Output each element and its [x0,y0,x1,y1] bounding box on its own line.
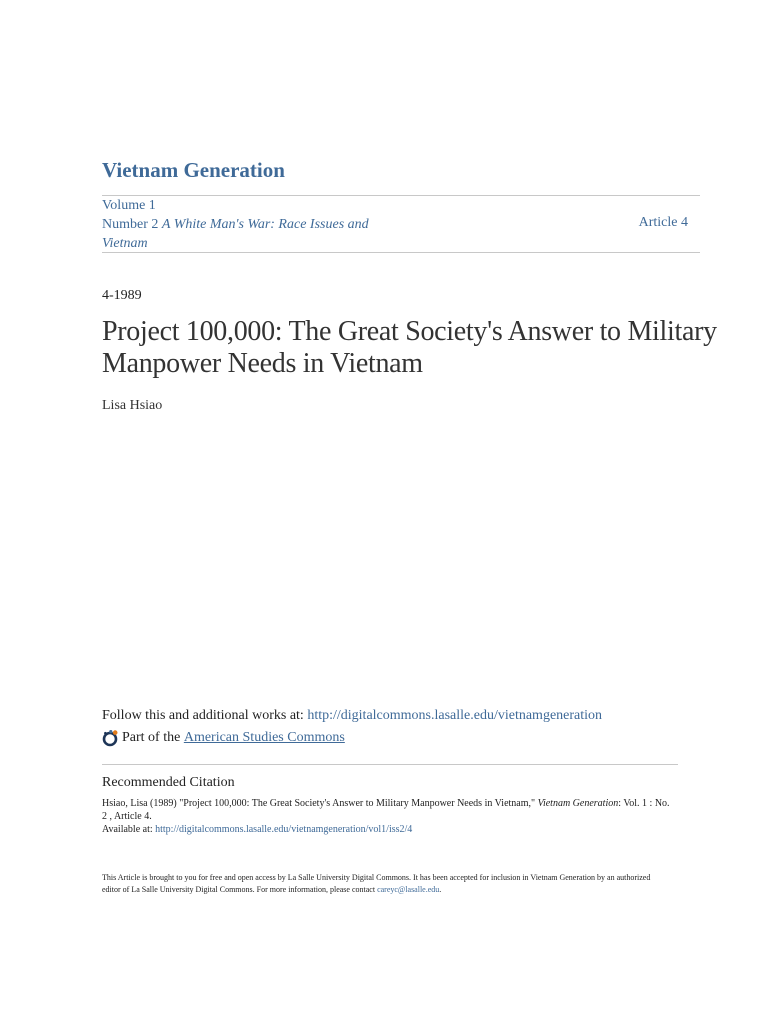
follow-line [102,708,602,724]
available-at-label: Available at: [102,824,156,835]
citation-rule [102,764,678,765]
part-of-text: Part of the [122,730,181,745]
number-link[interactable] [102,217,369,251]
volume-link[interactable]: Volume 1 [102,198,156,213]
author-name: Lisa Hsiao [102,398,163,413]
journal-title-link[interactable]: Vietnam Generation [102,158,285,182]
contact-email-link[interactable]: careyc@lasalle.edu [377,885,440,894]
citation-volume: : Vol. 1 : No. 2 , Article 4. [102,798,670,822]
number-prefix: Number 2 [102,217,159,232]
publication-date: 4-1989 [102,288,142,303]
article-number-link[interactable]: Article 4 [638,215,688,230]
footer-end: . [439,885,442,894]
recommended-citation-heading: Recommended Citation [102,775,235,790]
issue-title: A White Man's War: Race Issues and Vietnam [102,217,369,251]
volume-block [102,196,382,253]
american-studies-commons-link[interactable]: American Studies Commons [183,730,345,745]
follow-text: Follow this and additional works at: [102,708,308,723]
citation-body: Hsiao, Lisa (1989) "Project 100,000: The Great Society's Answer to Military Manpower Needs in Vietnam," [102,798,538,809]
commons-network-icon [102,729,120,747]
available-at-link[interactable]: http://digitalcommons.lasalle.edu/vietnamgeneration/vol1/iss2/4 [155,824,413,835]
article-title: Project 100,000: The Great Society's Answer to Military Manpower Needs in Vietnam [102,316,717,379]
footer-text: This Article is brought to you for free and open access by La Salle University Digital Commons. It has been accepted for inclusion in Vietnam Generation by an authorized editor of La Salle University Digital Commons. For more information, please contact [102,873,651,894]
follow-url-link[interactable]: http://digitalcommons.lasalle.edu/vietnamgeneration [307,708,603,723]
citation-text [102,797,672,836]
part-of-line [102,729,345,747]
citation-journal: Vietnam Generation [537,798,619,809]
header-bottom-rule [102,252,700,253]
footer-note [102,872,662,896]
